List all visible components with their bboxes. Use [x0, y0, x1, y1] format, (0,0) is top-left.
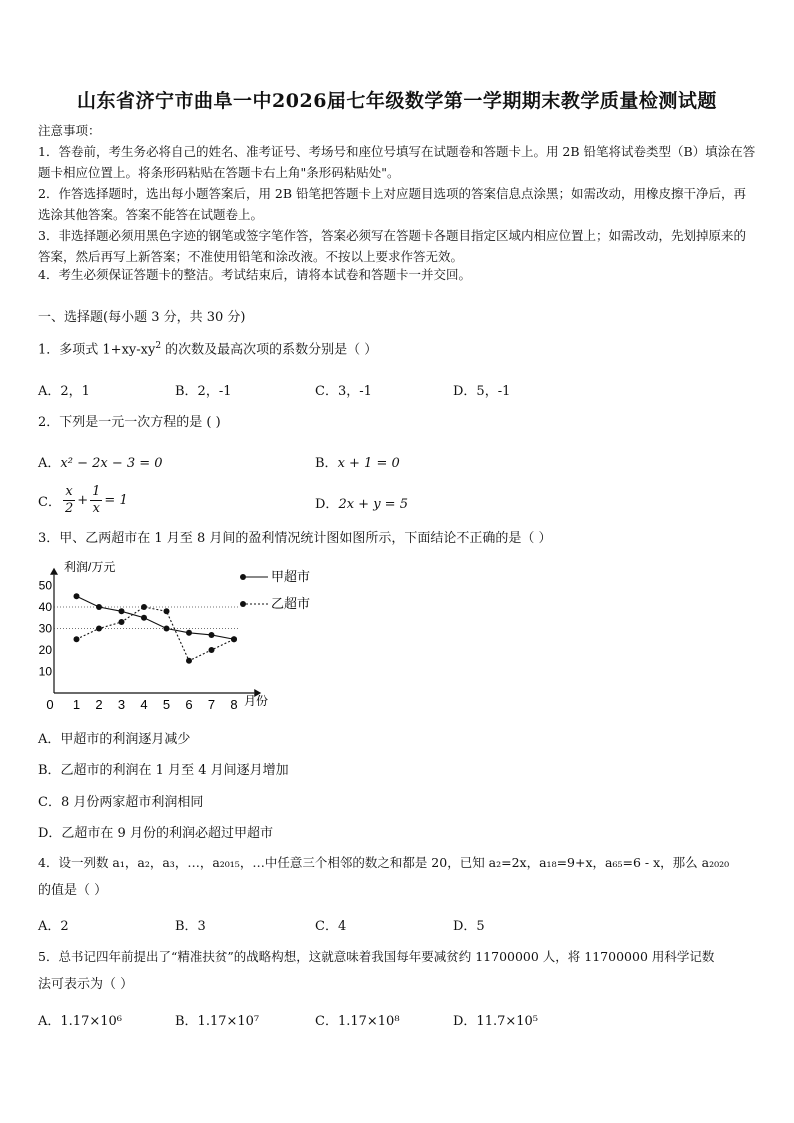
q2-c-frac2: [90, 484, 102, 517]
q2-a-expr: x² − 2x − 3 = 0: [60, 456, 163, 471]
chart-series: [74, 593, 238, 664]
series-1-point-8: [231, 636, 237, 642]
q3-option-d: D．乙超市在 9 月份的利润必超过甲超市: [38, 826, 273, 841]
q2-c-plus: +: [77, 493, 89, 508]
x-tick-7: 7: [207, 697, 216, 712]
q3-option-a: A．甲超市的利润逐月减少: [38, 732, 191, 747]
x-tick-0: 0: [46, 697, 54, 712]
y-tick-30: 30: [38, 621, 52, 636]
q1-stem-pre: 1．多项式 1+xy-xy: [38, 342, 156, 358]
y-tick-40: 40: [38, 600, 52, 614]
series-1-point-7: [209, 647, 215, 653]
exam-title: 山东省济宁市曲阜一中2026届七年级数学第一学期期末教学质量检测试题: [77, 90, 717, 112]
legend-label-0: 甲超市: [271, 569, 311, 584]
y-tick-20: 20: [38, 643, 52, 657]
x-tick-6: 6: [185, 697, 193, 712]
q5-option-a: A．1.17×10⁶: [38, 1014, 122, 1029]
x-tick-8: 8: [230, 697, 238, 712]
legend-label-1: 乙超市: [271, 596, 311, 611]
q1-stem-sup: 2: [155, 341, 162, 351]
q5-option-b: B．1.17×10⁷: [175, 1014, 260, 1029]
legend-marker-0: [240, 574, 246, 580]
series-1-point-4: [141, 604, 147, 610]
series-0-point-3: [119, 608, 125, 614]
q2-d-label: D．: [315, 497, 339, 512]
question-2-options-ab: [38, 452, 758, 476]
legend-marker-1: [240, 601, 246, 607]
question-2-options-cd: [38, 484, 758, 524]
notice-item-1: 1．答卷前，考生务必将自己的姓名、准考证号、考场号和座位号填写在试题卷和答题卡上。用 2B 铅笔将试卷类型（B）填涂在答题卡相应位置上。将条形码粘贴在答题卡右上角"条形码粘贴处"。: [38, 144, 756, 180]
q2-c-frac1-num: x: [63, 484, 75, 501]
series-0-point-6: [186, 630, 192, 636]
question-4-stem-b: 的值是（ ）: [38, 883, 108, 898]
series-1-point-5: [164, 608, 170, 614]
y-axis-arrow: [50, 568, 58, 575]
series-0-point-5: [164, 626, 170, 632]
question-5-options: [38, 1010, 758, 1034]
q4-option-d: D．5: [453, 919, 485, 934]
question-5-stem-b: 法可表示为（ ）: [38, 977, 134, 992]
x-tick-2: 2: [95, 697, 103, 712]
q5-option-d: D．11.7×10⁵: [453, 1014, 539, 1029]
question-1-options: [38, 380, 758, 404]
question-3-stem: 3．甲、乙两超市在 1 月至 8 月间的盈利情况统计图如图所示，下面结论不正确的是（ ）: [38, 531, 552, 546]
q2-b-label: B．: [315, 456, 338, 471]
x-tick-4: 4: [140, 697, 148, 712]
q2-option-c: [38, 484, 128, 517]
q2-d-expr: 2x + y = 5: [338, 497, 408, 512]
q3-option-c: C．8 月份两家超市利润相同: [38, 795, 204, 810]
series-0-point-2: [96, 604, 102, 610]
x-tick-5: 5: [162, 697, 171, 712]
chart-ylabel: 利润/万元: [64, 560, 116, 574]
question-4-stem-a: 4．设一列数 a₁，a₂，a₃，…，a₂₀₁₅，…中任意三个相邻的数之和都是 20，已知 a₂=2x，a₁₈=9+x，a₆₅=6 - x，那么 a₂₀₂₀: [38, 855, 730, 870]
question-4-options: [38, 915, 758, 939]
series-0-point-1: [74, 593, 80, 599]
x-tick-1: 1: [72, 697, 81, 712]
q4-option-c: C．4: [315, 919, 347, 934]
q2-c-frac1-den: 2: [64, 501, 74, 516]
q4-option-a: A．2: [38, 919, 69, 934]
series-1-point-6: [186, 658, 192, 664]
q1-option-a: A．2，1: [38, 384, 90, 399]
profit-line-chart: [38, 555, 338, 725]
q1-option-c: C．3，-1: [315, 384, 372, 399]
q2-c-eq: = 1: [104, 493, 128, 508]
q1-stem-post: 的次数及最高次项的系数分别是（ ）: [161, 342, 378, 358]
notice-item-2: 2．作答选择题时，选出每小题答案后，用 2B 铅笔把答题卡上对应题目选项的答案信息点涂黑；如需改动，用橡皮擦干净后，再选涂其他答案。答案不能答在试题卷上。: [38, 186, 747, 222]
q2-c-frac2-den: x: [92, 501, 100, 516]
section-heading: 一、选择题(每小题 3 分，共 30 分): [38, 310, 246, 325]
question-2-stem: 2．下列是一元一次方程的是 ( ): [38, 415, 221, 430]
y-tick-10: 10: [38, 664, 52, 679]
q5-option-c: C．1.17×10⁸: [315, 1014, 400, 1029]
chart-xlabel: 月份: [244, 694, 269, 708]
q2-c-label: C．: [38, 495, 61, 510]
notice-item-4: 4．考生必须保证答题卡的整洁。考试结束后，请将本试卷和答题卡一并交回。: [38, 267, 471, 282]
series-1-point-1: [74, 636, 80, 642]
q3-option-b: B．乙超市的利润在 1 月至 4 月间逐月增加: [38, 763, 289, 778]
q4-option-b: B．3: [175, 919, 206, 934]
notice-item-3: 3．非选择题必须用黑色字迹的钢笔或签字笔作答，答案必须写在答题卡各题目指定区域内相应位置上；如需改动，先划掉原来的答案，然后再写上新答案；不准使用铅笔和涂改液。不按以上要求作答无效。: [38, 228, 746, 264]
series-1-point-3: [119, 619, 125, 625]
q2-a-label: A．: [38, 456, 61, 471]
q1-option-b: B．2，-1: [175, 384, 232, 399]
q2-option-b: [315, 452, 400, 471]
q2-c-frac2-num: 1: [92, 484, 101, 499]
series-0-point-7: [209, 632, 215, 638]
q1-option-d: D．5，-1: [453, 384, 511, 399]
series-0-point-4: [141, 615, 147, 621]
question-5-stem-a: 5．总书记四年前提出了“精准扶贫”的战略构想，这就意味着我国每年要减贫约 11700000 人，将 11700000 用科学记数: [38, 949, 715, 964]
q2-option-a: [38, 452, 163, 471]
q2-c-frac1: [63, 484, 75, 517]
chart-legend: [240, 569, 310, 611]
y-tick-50: 50: [38, 578, 52, 593]
x-tick-3: 3: [117, 697, 126, 712]
q2-b-expr: x + 1 = 0: [337, 456, 400, 471]
notice-heading: 注意事项：: [38, 123, 101, 138]
question-1-stem: [38, 333, 758, 363]
chart-axes: [50, 568, 261, 697]
chart-ticks: [39, 579, 238, 713]
q2-option-d: [315, 493, 408, 512]
series-1-point-2: [96, 626, 102, 632]
